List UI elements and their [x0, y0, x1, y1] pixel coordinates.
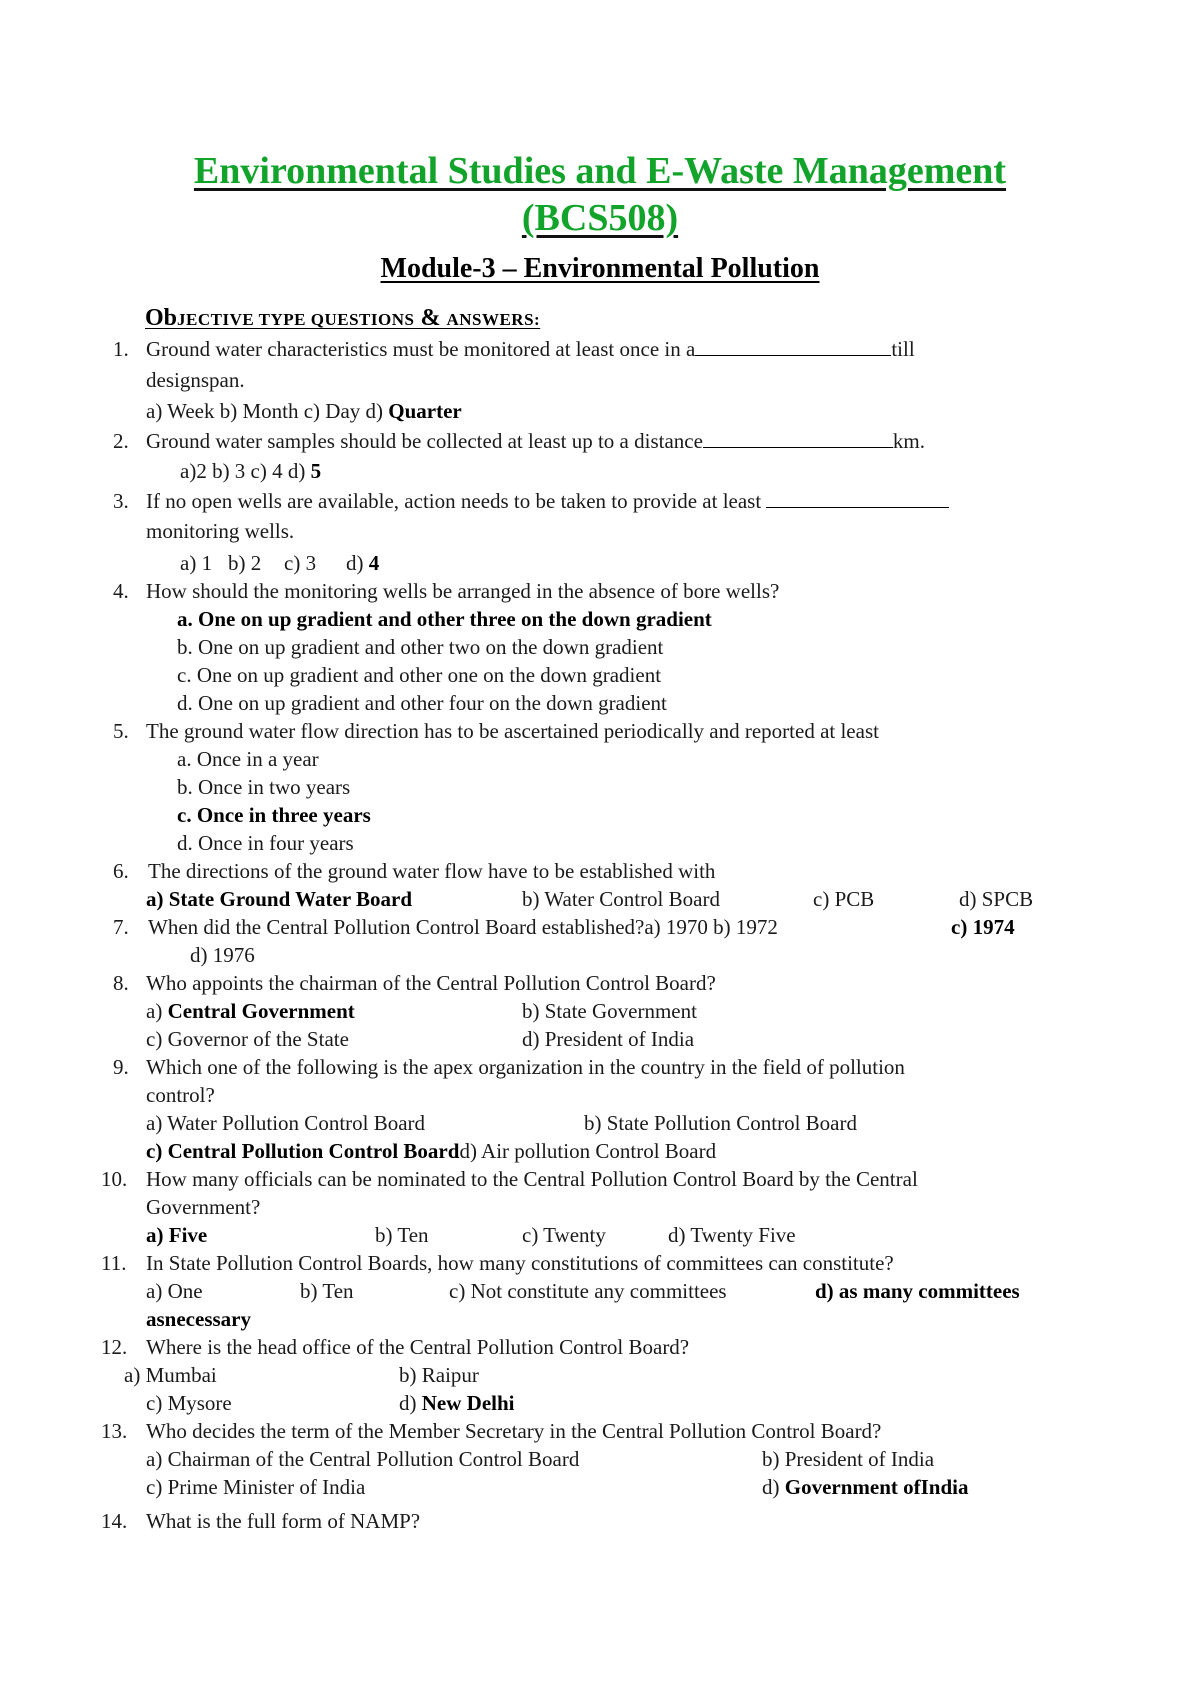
question-1-cont: designspan. [146, 368, 245, 392]
question-5-option-b: b. Once in two years [177, 775, 351, 799]
question-5-option-c: c. Once in three years [177, 803, 371, 827]
question-2-options: a)2 b) 3 c) 4 d) 5 [180, 459, 322, 483]
module-heading: Module-3 – Environmental Pollution [380, 253, 820, 284]
question-7-option-d: d) 1976 [190, 943, 255, 967]
question-4-option-d: d. One on up gradient and other four on the down gradient [177, 691, 667, 715]
question-4-option-b: b. One on up gradient and other two on the down gradient [177, 635, 664, 659]
question-1-options: a) Week b) Month c) Day d) Quarter [146, 399, 462, 423]
question-4-option-c: c. One on up gradient and other one on the down gradient [177, 663, 662, 687]
document-title: Environmental Studies and E-Waste Management [193, 150, 1007, 192]
question-4-option-a: a. One on up gradient and other three on the down gradient [177, 607, 712, 631]
question-3-cont: monitoring wells. [146, 519, 295, 543]
question-10-cont: Government? [146, 1195, 261, 1219]
answer-blank [703, 429, 893, 448]
question-5-option-d: d. Once in four years [177, 831, 354, 855]
answer-blank [695, 337, 891, 356]
question-9-options-row2: c) Central Pollution Control Boardd) Air pollution Control Board [146, 1139, 717, 1163]
question-5-option-a: a. Once in a year [177, 747, 319, 771]
question-11-option-d-cont: asnecessary [146, 1307, 251, 1331]
section-heading: ObJECTIVE TYPE QUESTIONS & ANSWERS: [145, 305, 541, 331]
course-code: (BCS508) [521, 197, 679, 239]
answer-blank [766, 489, 949, 508]
question-9-cont: control? [146, 1083, 215, 1107]
